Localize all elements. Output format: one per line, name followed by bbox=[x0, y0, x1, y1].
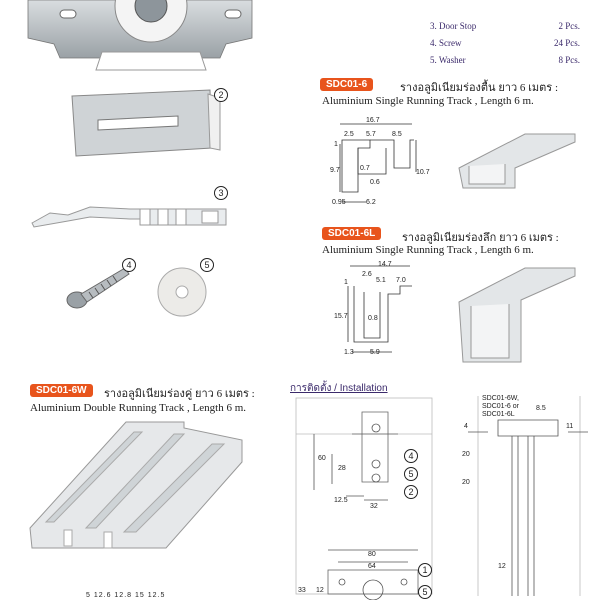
dim-label: 2.5 bbox=[344, 131, 354, 138]
product-title-th: รางอลูมิเนียมร่องตื้น ยาว 6 เมตร : bbox=[400, 82, 558, 94]
callout-4: 4 bbox=[404, 449, 418, 463]
part-number-5: 5 bbox=[200, 258, 214, 272]
dim-label: 5.1 bbox=[376, 277, 386, 284]
dim-label: 5.9 bbox=[370, 349, 380, 356]
sdc01-6l-track-illustration bbox=[455, 262, 580, 367]
dim-label: 80 bbox=[368, 551, 376, 558]
track-label: SDC01-6W, bbox=[482, 395, 519, 402]
roller-bracket-illustration bbox=[20, 0, 260, 80]
installation-side-drawing bbox=[458, 392, 590, 600]
dim-label: 8.5 bbox=[392, 131, 402, 138]
dim-label: 0.7 bbox=[360, 165, 370, 172]
product-code-badge: SDC01-6 bbox=[320, 78, 373, 91]
dim-label: 1 bbox=[334, 141, 338, 148]
sdc01-6-profile-drawing bbox=[330, 112, 435, 212]
dim-label: 12 bbox=[316, 587, 324, 594]
dim-label: 12 bbox=[498, 563, 506, 570]
dim-label: 7.0 bbox=[396, 277, 406, 284]
sdc01-6w-track-illustration bbox=[24, 418, 264, 568]
dim-label: 14.7 bbox=[378, 261, 392, 268]
product-title-en: Aluminium Single Running Track , Length 6 m. bbox=[322, 95, 534, 107]
dim-label: 15.7 bbox=[334, 313, 348, 320]
installation-title: การติดตั้ง / Installation bbox=[290, 383, 388, 394]
callout-5: 5 bbox=[418, 585, 432, 599]
product-title-en: Aluminium Double Running Track , Length 6 m. bbox=[30, 402, 247, 414]
dim-label: 20 bbox=[462, 479, 470, 486]
callout-5: 5 bbox=[404, 467, 418, 481]
part-label: 3. Door Stop bbox=[430, 21, 477, 31]
dim-label: 5.7 bbox=[366, 131, 376, 138]
product-title-en: Aluminium Single Running Track , Length 6 m. bbox=[322, 244, 534, 256]
bottom-dims: 5 12.6 12.8 15 12.5 bbox=[86, 592, 166, 599]
dim-label: 16.7 bbox=[366, 117, 380, 124]
dim-label: 0.6 bbox=[370, 179, 380, 186]
dim-label: 60 bbox=[318, 455, 326, 462]
parts-list-item bbox=[430, 35, 580, 52]
dim-label: 20 bbox=[462, 451, 470, 458]
callout-2: 2 bbox=[404, 485, 418, 499]
dim-label: 28 bbox=[338, 465, 346, 472]
track-label: SDC01-6 or bbox=[482, 403, 519, 410]
door-stop-illustration bbox=[30, 195, 235, 240]
dim-label: 0.95 bbox=[332, 199, 346, 206]
part-number-2: 2 bbox=[214, 88, 228, 102]
part-qty: 8 Pcs. bbox=[558, 55, 580, 65]
part-qty: 2 Pcs. bbox=[558, 21, 580, 31]
dim-label: 64 bbox=[368, 563, 376, 570]
part-qty: 24 Pcs. bbox=[553, 38, 580, 48]
product-title-th: รางอลูมิเนียมร่องลึก ยาว 6 เมตร : bbox=[402, 232, 559, 244]
parts-list-cropped-row bbox=[430, 8, 580, 18]
dim-label: 0.8 bbox=[368, 315, 378, 322]
part-number-3: 3 bbox=[214, 186, 228, 200]
dim-label: 6.2 bbox=[366, 199, 376, 206]
parts-list bbox=[430, 6, 580, 69]
dim-label: 1.3 bbox=[344, 349, 354, 356]
product-code-badge: SDC01-6L bbox=[322, 227, 381, 240]
dim-label: 32 bbox=[370, 503, 378, 510]
dim-label: 4 bbox=[464, 423, 468, 430]
product-title-th: รางอลูมิเนียมร่องคู่ ยาว 6 เมตร : bbox=[104, 388, 255, 400]
dim-label: 10.7 bbox=[416, 169, 430, 176]
part-label: 4. Screw bbox=[430, 38, 462, 48]
parts-list-item bbox=[430, 18, 580, 35]
dim-label: 33 bbox=[298, 587, 306, 594]
track-label: SDC01-6L bbox=[482, 411, 515, 418]
parts-list-item bbox=[430, 52, 580, 69]
part-label: 5. Washer bbox=[430, 55, 466, 65]
callout-1: 1 bbox=[418, 563, 432, 577]
dim-label: 2.6 bbox=[362, 271, 372, 278]
plate-illustration bbox=[68, 86, 228, 166]
part-number-4: 4 bbox=[122, 258, 136, 272]
dim-label: 1 bbox=[344, 279, 348, 286]
dim-label: 9.7 bbox=[330, 167, 340, 174]
dim-label: 8.5 bbox=[536, 405, 546, 412]
dim-label: 12.5 bbox=[334, 497, 348, 504]
product-code-badge: SDC01-6W bbox=[30, 384, 93, 397]
sdc01-6l-profile-drawing bbox=[330, 258, 435, 358]
sdc01-6-track-illustration bbox=[455, 128, 580, 198]
dim-label: 11 bbox=[566, 423, 574, 430]
